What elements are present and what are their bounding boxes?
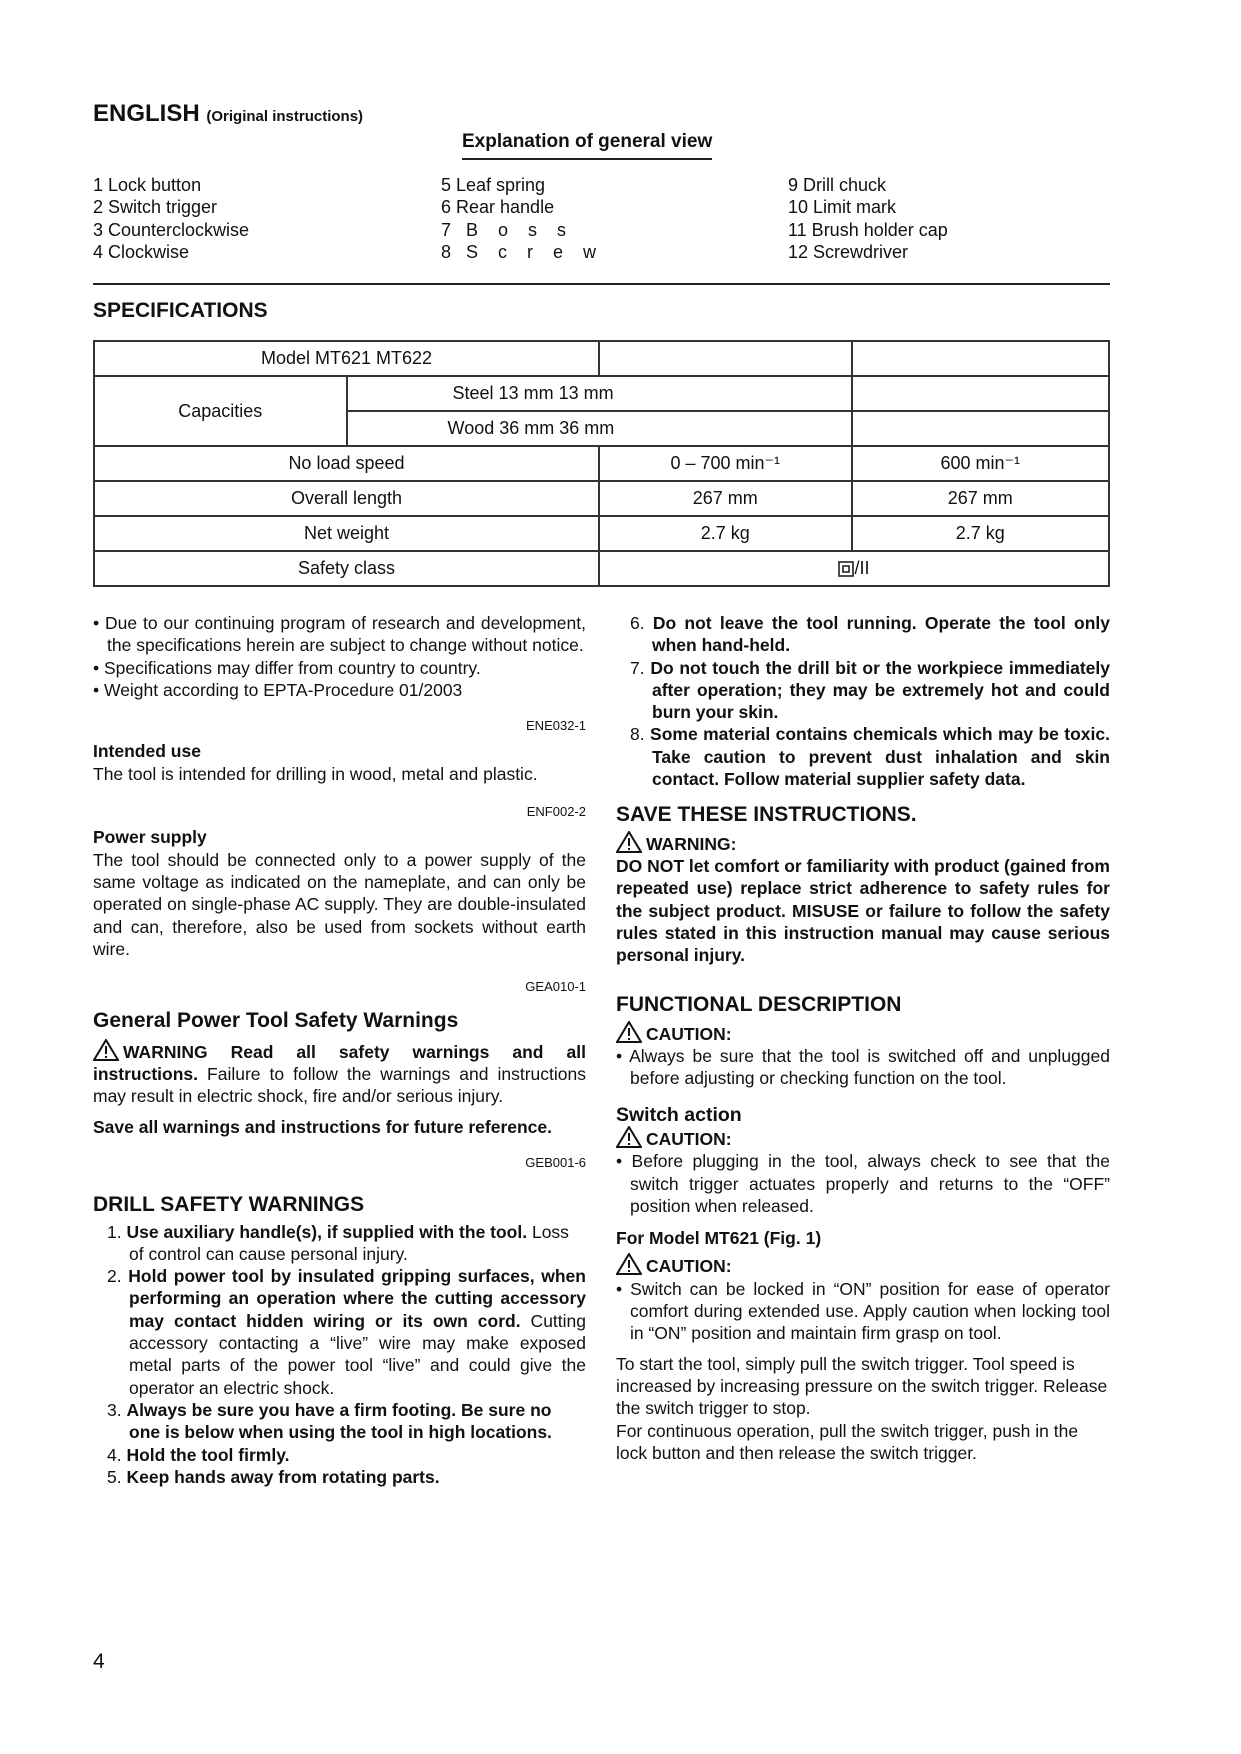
caution-label: CAUTION: [646, 1023, 732, 1044]
general-warnings-title: General Power Tool Safety Warnings [93, 1009, 459, 1033]
list-item: 6 Rear handle [441, 197, 555, 218]
spec-value: 2.7 kg [852, 516, 1109, 551]
warning-icon [616, 1126, 642, 1148]
item-number: 8. [630, 724, 645, 745]
table-row [94, 446, 1109, 481]
safety-class-value [599, 551, 1109, 586]
item-number: 4. [107, 1444, 122, 1465]
item-bold: Use auxiliary handle(s), if supplied with the tool. [126, 1221, 528, 1242]
warning-body: DO NOT let comfort or familiarity with product (gained from repeated use) replace strict adherence to safety rules for the subject product. MISUSE or failure to follow the safety rules stated in this instruction manual may cause serious personal injury. [616, 855, 1110, 966]
list-item: • Specifications may differ from country to country. [93, 657, 481, 678]
caution-heading [616, 1253, 1110, 1277]
list-item: • Weight according to EPTA-Procedure 01/2003 [93, 679, 463, 700]
list-item: 4 Clockwise [93, 241, 190, 262]
parts-list-col2 [441, 174, 596, 263]
item-number: 5. [107, 1466, 122, 1487]
item-bold: Do not leave the tool running. Operate the tool only when hand-held. [652, 613, 1110, 656]
spec-label: Net weight [94, 516, 599, 551]
start-text: To start the tool, simply pull the switch trigger. Tool speed is increased by increasing pressure on the switch trigger. Release the switch trigger to stop. [616, 1353, 1108, 1419]
spec-label: No load speed [94, 446, 599, 481]
model-cell: Model MT621 MT622 [94, 341, 599, 376]
double-insulation-icon [838, 561, 854, 577]
list-item: 2 Switch trigger [93, 197, 218, 218]
table-row [94, 341, 1109, 376]
capacities-cell: Capacities [94, 376, 347, 446]
table-row [94, 376, 1109, 411]
language-subtitle: (Original instructions) [206, 108, 364, 125]
warning-text: Failure to follow the warnings and instructions may result in electric shock, fire and/or serious injury. [93, 1064, 586, 1107]
list-item: • Due to our continuing program of research and development, the specifications herein are subject to change without notice. [93, 613, 586, 656]
list-item: 7 B o s s [441, 219, 567, 240]
specifications-table [93, 340, 1110, 587]
table-row [94, 481, 1109, 516]
item-text: Cutting accessory contacting a “live” wire may make exposed metal parts of the power tool “live” and could give the operator an electric shock. [129, 1310, 587, 1398]
drill-safety-title: DRILL SAFETY WARNINGS [93, 1193, 365, 1217]
item-bold: Keep hands away from rotating parts. [126, 1466, 440, 1487]
item-bold: Some material contains chemicals which may be toxic. Take caution to prevent dust inhalation and skin contact. Follow material supplier safety data. [650, 724, 1110, 790]
list-item: 3 Counterclockwise [93, 219, 250, 240]
power-supply-text: The tool should be connected only to a power supply of the same voltage as indicated on the nameplate, and can only be operated on single-phase AC supply. They are double-insulated and can, therefore, also be used from sockets without earth wire. [93, 849, 586, 959]
right-column [616, 612, 1110, 1464]
item-number: 1. [107, 1221, 122, 1242]
continuous-text: For continuous operation, pull the switch trigger, push in the lock button and then release the switch trigger. [616, 1420, 1079, 1463]
spec-value: 267 mm [599, 481, 852, 516]
warning-icon [616, 831, 642, 853]
caution-label: CAUTION: [646, 1128, 732, 1149]
intended-use-text: The tool is intended for drilling in wood, metal and plastic. [93, 763, 538, 784]
caution-heading [616, 1021, 1110, 1045]
caution-text: • Always be sure that the tool is switched off and unplugged before adjusting or checking function on the tool. [616, 1046, 1110, 1089]
model-title: For Model MT621 (Fig. 1) [616, 1228, 822, 1249]
item-bold: Hold power tool by insulated gripping surfaces, when performing an operation where the cutting accessory may contact hidden wiring or its own cord. [128, 1266, 586, 1331]
page-number: 4 [93, 1650, 105, 1673]
caution-heading [616, 1126, 1110, 1150]
item-bold: Do not touch the drill bit or the workpiece immediately after operation; they may be extremely hot and could burn your skin. [650, 657, 1110, 723]
general-warning-paragraph [93, 1039, 586, 1108]
list-item [616, 657, 1110, 724]
spec-value: 267 mm [852, 481, 1109, 516]
list-item [93, 1399, 586, 1444]
list-item: 11 Brush holder cap [788, 219, 948, 240]
warning-heading [616, 831, 1110, 855]
spec-value: 0 – 700 min⁻¹ [599, 446, 852, 481]
item-text: Loss of control can cause personal injury. [129, 1221, 569, 1264]
list-item: 12 Screwdriver [788, 241, 909, 262]
safety-class-label: Safety class [94, 551, 599, 586]
doc-code: GEB001-6 [525, 1154, 586, 1170]
spec-value: 600 min⁻¹ [852, 446, 1109, 481]
parts-list-col1 [93, 174, 249, 263]
table-row [94, 551, 1109, 586]
item-bold: Hold the tool firmly. [126, 1444, 290, 1465]
save-instructions-title: SAVE THESE INSTRUCTIONS. [616, 803, 917, 827]
list-item [93, 1466, 586, 1488]
caution-label: CAUTION: [646, 1256, 732, 1277]
item-number: 3. [107, 1399, 122, 1420]
list-item [616, 612, 1110, 657]
list-item [93, 1265, 586, 1399]
item-bold: Always be sure you have a firm footing. Be sure no one is below when using the tool in high locations. [126, 1399, 552, 1443]
list-item: 10 Limit mark [788, 197, 897, 218]
list-item: 9 Drill chuck [788, 175, 887, 195]
list-item: 8 S c r e w [441, 241, 597, 262]
item-number: 6. [630, 613, 645, 633]
divider [93, 283, 1110, 285]
item-number: 7. [630, 657, 645, 678]
safety-class-text: /II [854, 558, 870, 578]
warning-icon [616, 1253, 642, 1275]
warning-icon [616, 1021, 642, 1043]
specifications-title: SPECIFICATIONS [93, 299, 268, 322]
language-heading [93, 100, 363, 128]
warning-lead: WARNING Read all safety warnings and all instructions. [93, 1041, 586, 1085]
intended-use-title: Intended use [93, 741, 201, 762]
save-all-text: Save all warnings and instructions for future reference. [93, 1116, 553, 1137]
table-row [94, 516, 1109, 551]
language-label: ENGLISH [93, 100, 200, 127]
functional-description-title: FUNCTIONAL DESCRIPTION [616, 993, 902, 1017]
doc-code: GEA010-1 [525, 979, 586, 995]
item-number: 2. [107, 1266, 122, 1287]
caution-text: • Before plugging in the tool, always check to see that the switch trigger actuates properly and returns to the “OFF” position when released. [616, 1151, 1110, 1216]
warning-label: WARNING: [646, 833, 737, 854]
doc-code: ENE032-1 [526, 718, 586, 734]
list-item [616, 723, 1110, 790]
spec-value: 2.7 kg [599, 516, 852, 551]
spec-label: Overall length [94, 481, 599, 516]
switch-action-title: Switch action [616, 1103, 742, 1126]
list-item: 1 Lock button [93, 175, 202, 195]
steel-cell: Steel 13 mm 13 mm [347, 376, 852, 411]
list-item: 5 Leaf spring [441, 175, 546, 195]
left-column [93, 612, 586, 1488]
power-supply-title: Power supply [93, 827, 207, 848]
wood-cell: Wood 36 mm 36 mm [347, 411, 852, 446]
caution-text: • Switch can be locked in “ON” position for ease of operator comfort during extended use. Apply caution when locking tool in “ON” position and maintain firm grasp on tool. [616, 1278, 1110, 1344]
parts-list-col3 [788, 174, 948, 263]
list-item [93, 1221, 586, 1266]
explanation-title: Explanation of general view [462, 131, 712, 160]
list-item [93, 1444, 586, 1466]
doc-code: ENF002-2 [526, 804, 586, 820]
warning-icon [93, 1039, 119, 1061]
